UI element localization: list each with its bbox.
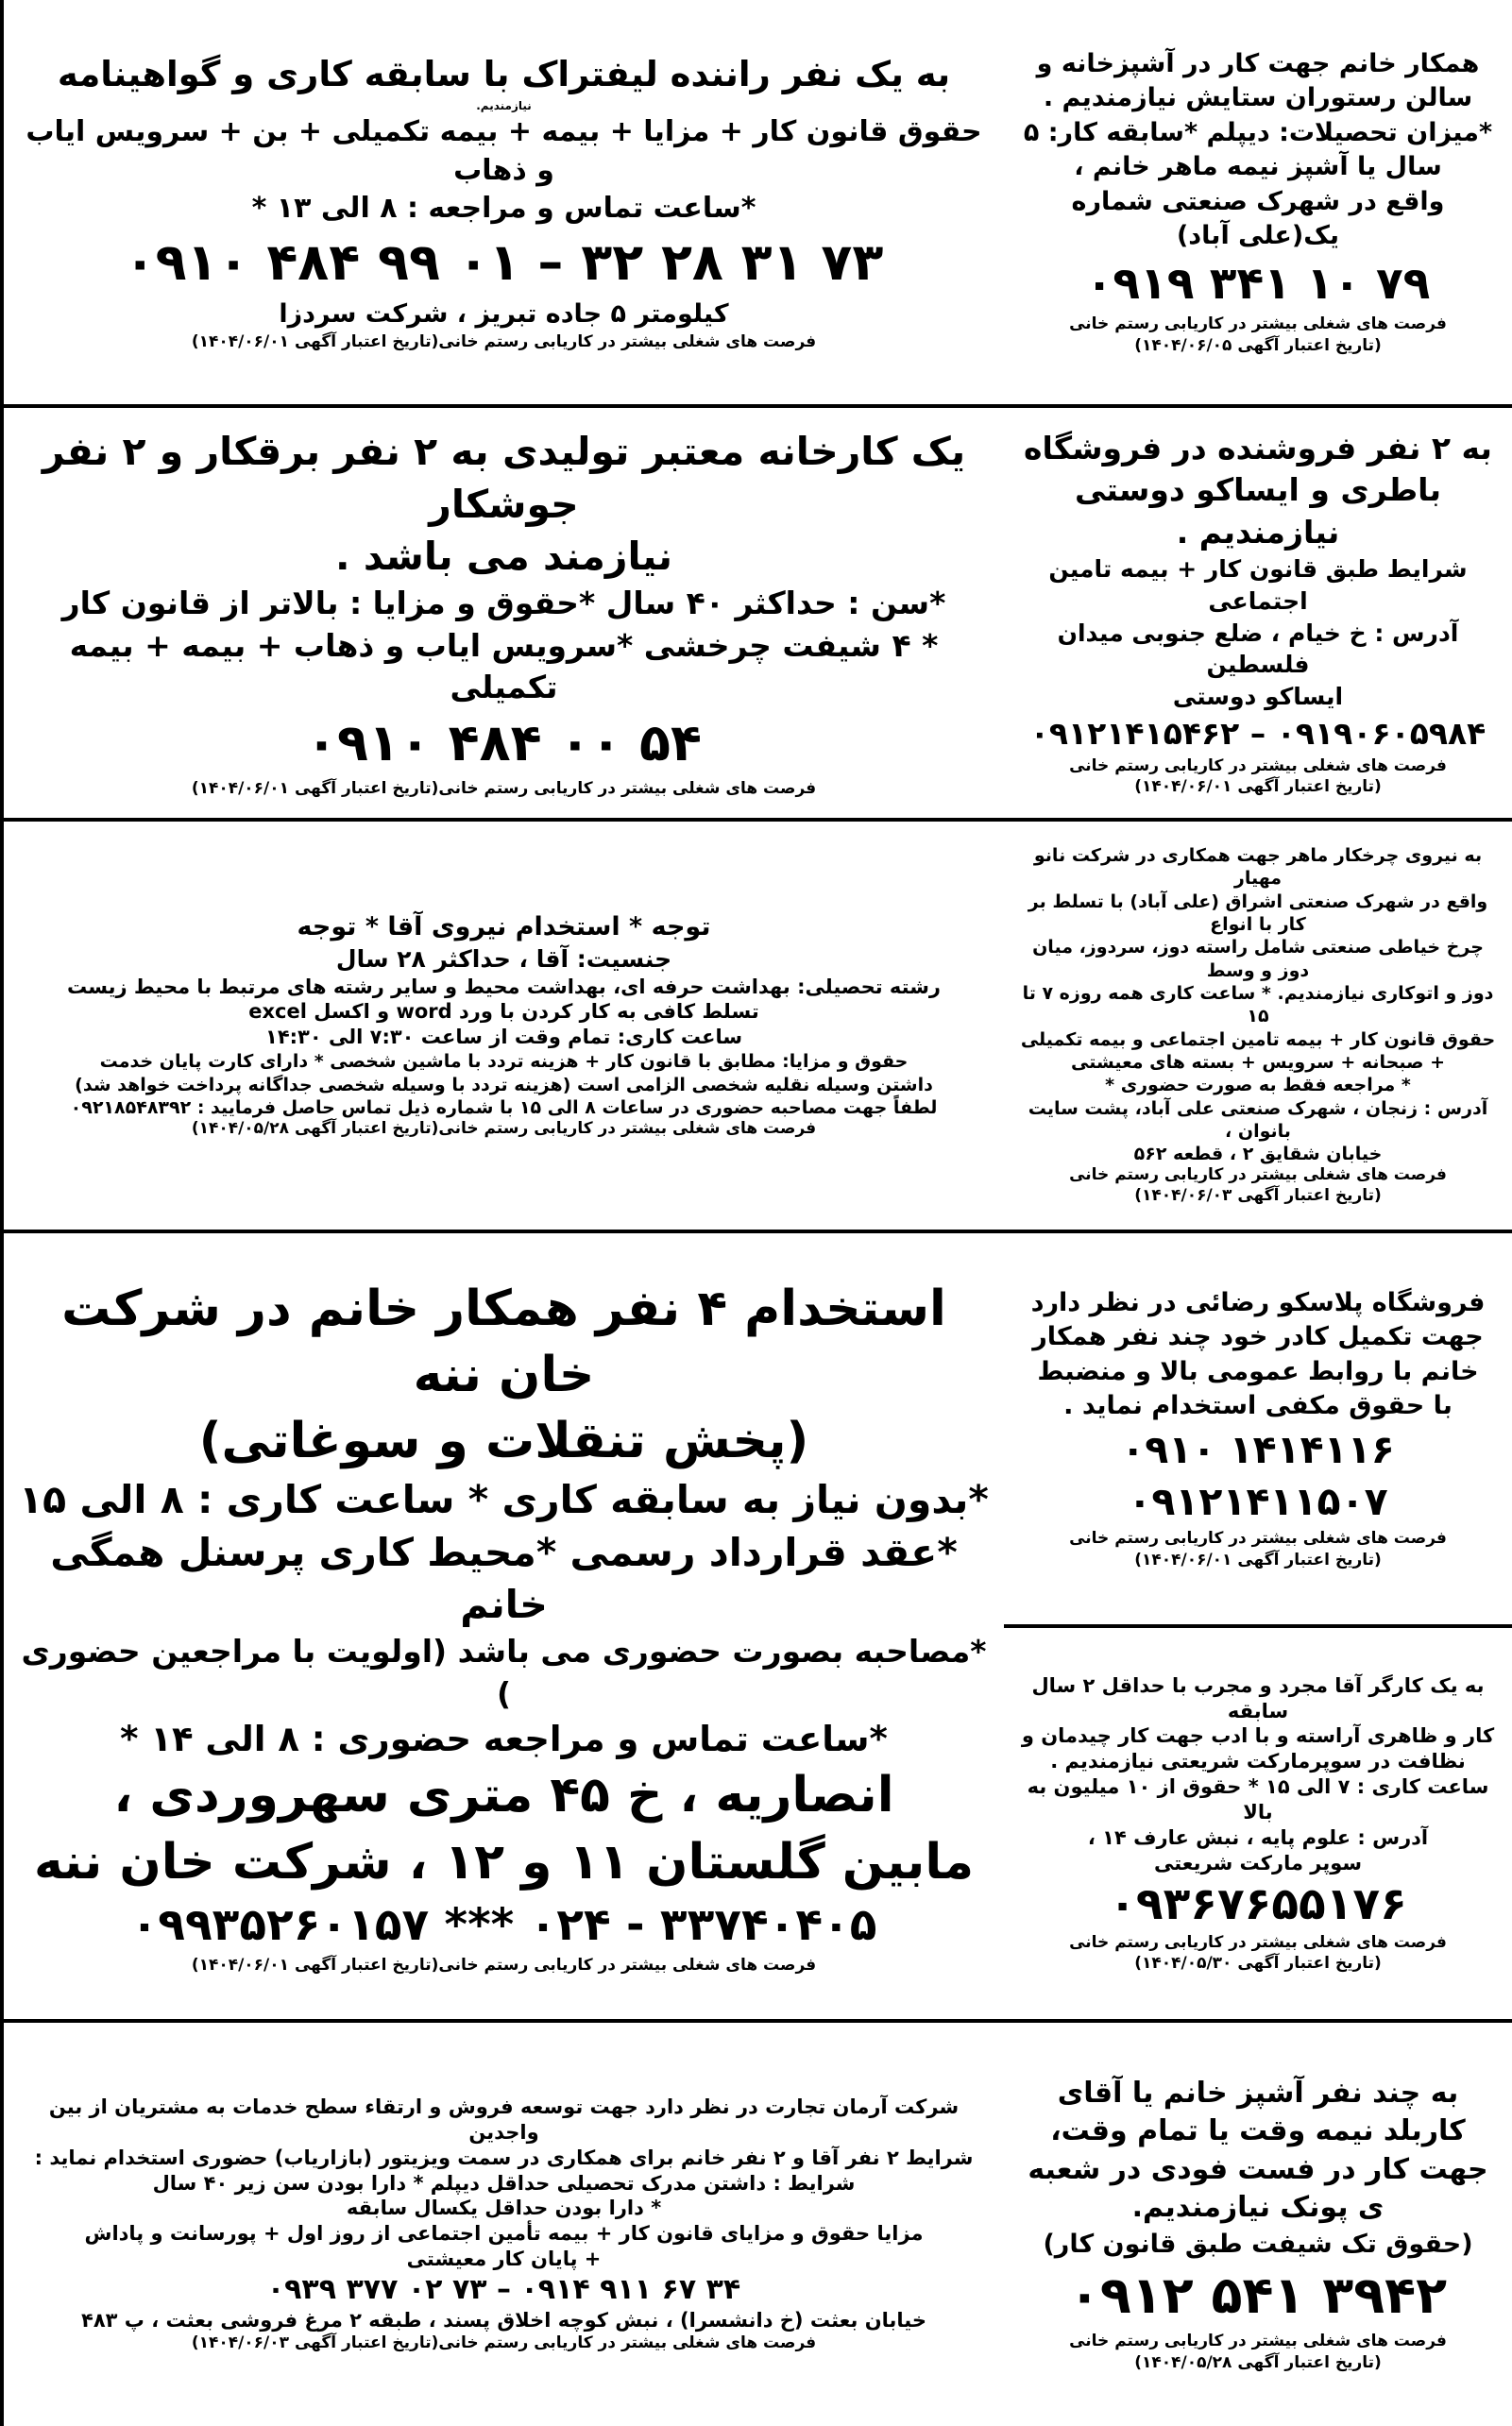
ad-title: نیازمند می باشد . (335, 533, 672, 579)
ad-line: داشتن وسیله نقلیه شخصی الزامی است (هزینه تردد با وسیله شخصی جداگانه پرداخت خواهد شد) (75, 1074, 933, 1095)
ad-fastfood-cook (1004, 2023, 1512, 2426)
ad-line: آدرس : زنجان ، شهرک صنعتی علی آباد، پشت سایت بانوان ، (1028, 1097, 1488, 1142)
ad-line: لطفاً جهت مصاحبه حضوری در ساعات ۸ الی ۱۵ با شماره ذیل تماس حاصل فرمایید : ۰۹۲۱۸۵۴۸۳۹۲ (70, 1096, 938, 1118)
ad-footer: فرصت های شغلی بیشتر در کاریابی رستم خانی (1069, 314, 1447, 334)
ad-line: شرایط : داشتن مدرک تحصیلی حداقل دیپلم * دارا بودن سن زیر ۴۰ سال (152, 2171, 856, 2195)
ad-title: استخدام ۴ نفر همکار خانم در شرکت خان ننه (61, 1280, 946, 1403)
ad-line: * مراجعه فقط به صورت حضوری * (1105, 1075, 1411, 1096)
ad-title: توجه * استخدام نیروی آقا * توجه (297, 912, 711, 942)
ad-phone: ۰۹۱۰ ۴۸۴ ۹۹ ۰۱ – ۳۲ ۲۸ ۳۱ ۷۳ (124, 231, 884, 292)
ad-phone: ۰۹۱۰ ۱۴۱۴۱۱۶ (1121, 1426, 1395, 1472)
ad-line: ساعت کاری : ۷ الی ۱۵ * حقوق از ۱۰ میلیون به بالا (1027, 1775, 1489, 1824)
ad-line: واقع در شهرک صنعتی اشراق (علی آباد) با تسلط بر کار با انواع (1028, 891, 1488, 935)
ad-line: + صبحانه + سرویس + بسته های معیشتی (1071, 1051, 1445, 1073)
ad-line: رشته تحصیلی: بهداشت حرفه ای، بهداشت محیط و سایر رشته های مرتبط با محیط زیست (67, 975, 941, 998)
ad-title: به ۲ نفر فروشنده در فروشگاه باطری و ایساکو دوستی نیازمندیم . (1024, 429, 1492, 551)
ad-title: یک کارخانه معتبر تولیدی به ۲ نفر برقکار و ۲ نفر جوشکار (42, 429, 966, 527)
ad-line: شرکت آرمان تجارت در نظر دارد جهت توسعه فروش و ارتقاء سطح خدمات به مشتریان از بین واجدین (48, 2095, 960, 2144)
ad-line: ایساکو دوستی (1172, 683, 1344, 711)
ad-line: حقوق و مزایا: مطابق با قانون کار + هزینه تردد با ماشین شخصی * دارای کارت پایان خدمت (99, 1051, 909, 1073)
ad-validity: (تاریخ اعتبار آگهی ۱۴۰۴/۰۶/۰۳) (1134, 1186, 1382, 1206)
ad-note: نیازمندیم. (476, 98, 532, 112)
ad-address: کیلومتر ۵ جاده تبریز ، شرکت سردزا (279, 298, 729, 329)
ad-line: *میزان تحصیلات: دیپلم *سابقه کار: ۵ سال یا آشپز نیمه ماهر خانم ، (1023, 117, 1493, 182)
ad-line: + پایان کار معیشتی (406, 2248, 602, 2271)
ad-line: ساعت کاری: تمام وقت از ساعت ۷:۳۰ الی ۱۴:۳۰ (265, 1026, 742, 1049)
ad-line: چرخ خیاطی صنعتی شامل راسته دوز، سردوز، میان دوز و وسط (1032, 937, 1484, 981)
ad-line: مزایا حقوق و مزایای قانون کار + بیمه تأمین اجتماعی از روز اول + پورسانت و پاداش (84, 2222, 924, 2246)
ad-line: کار و ظاهری آراسته و با ادب جهت کار چیدمان و (1021, 1724, 1495, 1748)
ad-factory-electrician-welder (0, 408, 1004, 822)
ad-line: شرایط طبق قانون کار + بیمه تامین اجتماعی (1048, 555, 1468, 615)
ad-line: *ساعت تماس و مراجعه : ۸ الی ۱۳ * (251, 192, 756, 226)
ad-footer: فرصت های شغلی بیشتر در کاریابی رستم خانی(تاریخ اعتبار آگهی ۱۴۰۴/۰۶/۰۱) (191, 332, 817, 351)
ad-line: به نیروی چرخکار ماهر جهت همکاری در شرکت نانو مهیار (1033, 845, 1483, 890)
ad-line: حقوق قانون کار + مزایا + بیمه + بیمه تکمیلی + بن + سرویس ایاب و ذهاب (25, 115, 982, 187)
ad-title: (پخش تنقلات و سوغاتی) (198, 1413, 809, 1470)
ad-forklift-driver (0, 0, 1004, 408)
ad-line: * ۴ شیفت چرخشی *سرویس ایاب و ذهاب + بیمه + بیمه تکمیلی (69, 626, 939, 706)
ad-arman-tejarat-visitor (0, 2023, 1004, 2426)
ad-note: (حقوق تک شیفت طبق قانون کار) (1043, 2229, 1473, 2259)
ad-line: سوپر مارکت شریعتی (1153, 1851, 1363, 1875)
ad-line: *ساعت تماس و مراجعه حضوری : ۸ الی ۱۴ * (120, 1718, 888, 1759)
ad-line: *بدون نیاز به سابقه کاری * ساعت کاری : ۸ الی ۱۵ (19, 1477, 989, 1523)
ad-line: *عقد قرارداد رسمی *محیط کاری پرسنل همگی خانم (50, 1529, 958, 1628)
ad-validity: (تاریخ اعتبار آگهی ۱۴۰۴/۰۶/۰۱) (1134, 1551, 1382, 1570)
ad-phone: ۰۹۱۰ ۴۸۴ ۰۰ ۵۴ (306, 712, 702, 772)
ad-address: مابین گلستان ۱۱ و ۱۲ ، شرکت خان ننه (33, 1833, 975, 1891)
ad-line: آدرس : خ خیام ، ضلع جنوبی میدان فلسطین (1057, 619, 1459, 679)
ad-line: شرایط ۲ نفر آقا و ۲ نفر خانم برای همکاری در سمت ویزیتور (بازاریاب) حضوری استخدام نماید : (34, 2146, 974, 2169)
ad-line: دوز و اتوکاری نیازمندیم. * ساعت کاری همه روزه ۷ تا ۱۵ (1022, 982, 1494, 1027)
ad-footer: فرصت های شغلی بیشتر در کاریابی رستم خانی(تاریخ اعتبار آگهی ۱۴۰۴/۰۵/۲۸) (191, 1119, 817, 1139)
ad-footer: فرصت های شغلی بیشتر در کاریابی رستم خانی (1069, 1165, 1447, 1185)
ad-footer: فرصت های شغلی بیشتر در کاریابی رستم خانی (1069, 1932, 1447, 1952)
ad-line: همکار خانم جهت کار در آشپزخانه و سالن رستوران ستایش نیازمندیم . (1036, 49, 1480, 113)
ad-phone: ۰۹۱۹ ۳۴۱ ۱۰ ۷۹ (1085, 257, 1431, 310)
ad-line: جنسیت: آقا ، حداکثر ۲۸ سال (335, 944, 672, 973)
ad-phone: ۰۹۹۳۵۲۶۰۱۵۷ *** ۰۲۴ - ۳۳۷۴۰۴۰۵ (130, 1898, 877, 1951)
ad-plasco-rezaei-shop (1004, 1233, 1512, 1628)
ad-line: حقوق قانون کار + بیمه تامین اجتماعی و بیمه تکمیلی (1020, 1028, 1496, 1050)
ad-footer: فرصت های شغلی بیشتر در کاریابی رستم خانی (1069, 1529, 1447, 1549)
ad-line: آدرس : علوم پایه ، نبش عارف ۱۴ ، (1087, 1825, 1429, 1849)
ad-battery-shop-sellers (1004, 408, 1512, 822)
ad-phone: ۰۹۱۲۱۴۱۱۵۰۷ (1128, 1478, 1388, 1524)
ad-validity: (تاریخ اعتبار آگهی ۱۴۰۴/۰۵/۳۰) (1134, 1953, 1382, 1973)
ad-address: خیابان بعثت (خ دانشسرا) ، نبش کوچه اخلاق پسند ، طبقه ۲ مرغ فروشی بعثت ، پ ۴۸۳ (81, 2309, 926, 2333)
ad-validity: (تاریخ اعتبار آگهی ۱۴۰۴/۰۵/۲۸) (1134, 2353, 1382, 2373)
ad-line: خیابان شقایق ۲ ، قطعه ۵۶۲ (1133, 1144, 1383, 1165)
ad-footer: فرصت های شغلی بیشتر در کاریابی رستم خانی(تاریخ اعتبار آگهی ۱۴۰۴/۰۶/۰۱) (191, 778, 817, 798)
ad-phone: ۰۹۱۲۱۴۱۵۴۶۲ – ۰۹۱۹۰۶۰۵۹۸۴ (1029, 714, 1487, 752)
ad-khan-naneh-company (0, 1233, 1004, 2023)
right-column (1004, 0, 1512, 2426)
ad-phone: ۰۹۳۶۷۶۵۵۱۷۶ (1109, 1877, 1407, 1930)
ad-footer: فرصت های شغلی بیشتر در کاریابی رستم خانی(تاریخ اعتبار آگهی ۱۴۰۴/۰۶/۰۳) (191, 2333, 817, 2353)
ad-phone: ۰۹۱۲ ۵۴۱ ۳۹۴۲ (1068, 2265, 1448, 2326)
ad-footer: فرصت های شغلی بیشتر در کاریابی رستم خانی (1069, 2332, 1447, 2351)
ad-line: تسلط کافی به کار کردن با ورد word و اکسل excel (248, 1000, 759, 1024)
ad-shariati-supermarket (1004, 1628, 1512, 2023)
ad-address: انصاریه ، خ ۴۵ متری سهروردی ، (113, 1767, 894, 1824)
ad-line: *سن : حداکثر ۴۰ سال *حقوق و مزایا : بالاتر از قانون کار (61, 585, 946, 622)
ad-line: نظافت در سوپرمارکت شریعتی نیازمندیم . (1050, 1750, 1466, 1773)
ad-phone: ۰۹۳۹ ۳۷۷ ۰۲ ۷۳ – ۰۹۱۴ ۹۱۱ ۶۷ ۳۴ (266, 2273, 741, 2307)
ad-line: * دارا بودن حداقل یکسال سابقه (346, 2197, 662, 2220)
ad-line: *مصاحبه بصورت حضوری می باشد (اولویت با مراجعین حضوری ) (21, 1633, 987, 1712)
ad-nano-mahyar-tailor (1004, 822, 1512, 1233)
ad-validity: (تاریخ اعتبار آگهی ۱۴۰۴/۰۶/۰۱) (1134, 777, 1382, 797)
ad-line: فروشگاه پلاسکو رضائی در نظر دارد جهت تکمیل کادر خود چند نفر همکار خانم با روابط عمومی بالا و منضبط (1030, 1287, 1486, 1386)
ad-footer: فرصت های شغلی بیشتر در کاریابی رستم خانی(تاریخ اعتبار آگهی ۱۴۰۴/۰۶/۰۱) (191, 1956, 817, 1976)
ad-line: واقع در شهرک صنعتی شماره یک(علی آباد) (1071, 186, 1445, 251)
ad-title: به یک نفر راننده لیفتراک با سابقه کاری و گواهینامه (57, 54, 951, 95)
ad-restaurant-kitchen-staff (1004, 0, 1512, 408)
ad-line: با حقوق مکفی استخدام نماید . (1063, 1391, 1453, 1421)
ad-title: به چند نفر آشپز خانم یا آقای کاربلد نیمه وقت یا تمام وقت، جهت کار در فست فودی در شعبه ی پونک نیازمندیم. (1028, 2076, 1488, 2225)
ad-environmental-health-male (0, 822, 1004, 1233)
ad-line: به یک کارگر آقا مجرد و مجرب با حداقل ۲ سال سابقه (1031, 1673, 1485, 1722)
ad-footer: فرصت های شغلی بیشتر در کاریابی رستم خانی (1069, 755, 1447, 775)
ad-validity: (تاریخ اعتبار آگهی ۱۴۰۴/۰۶/۰۵) (1134, 336, 1382, 356)
